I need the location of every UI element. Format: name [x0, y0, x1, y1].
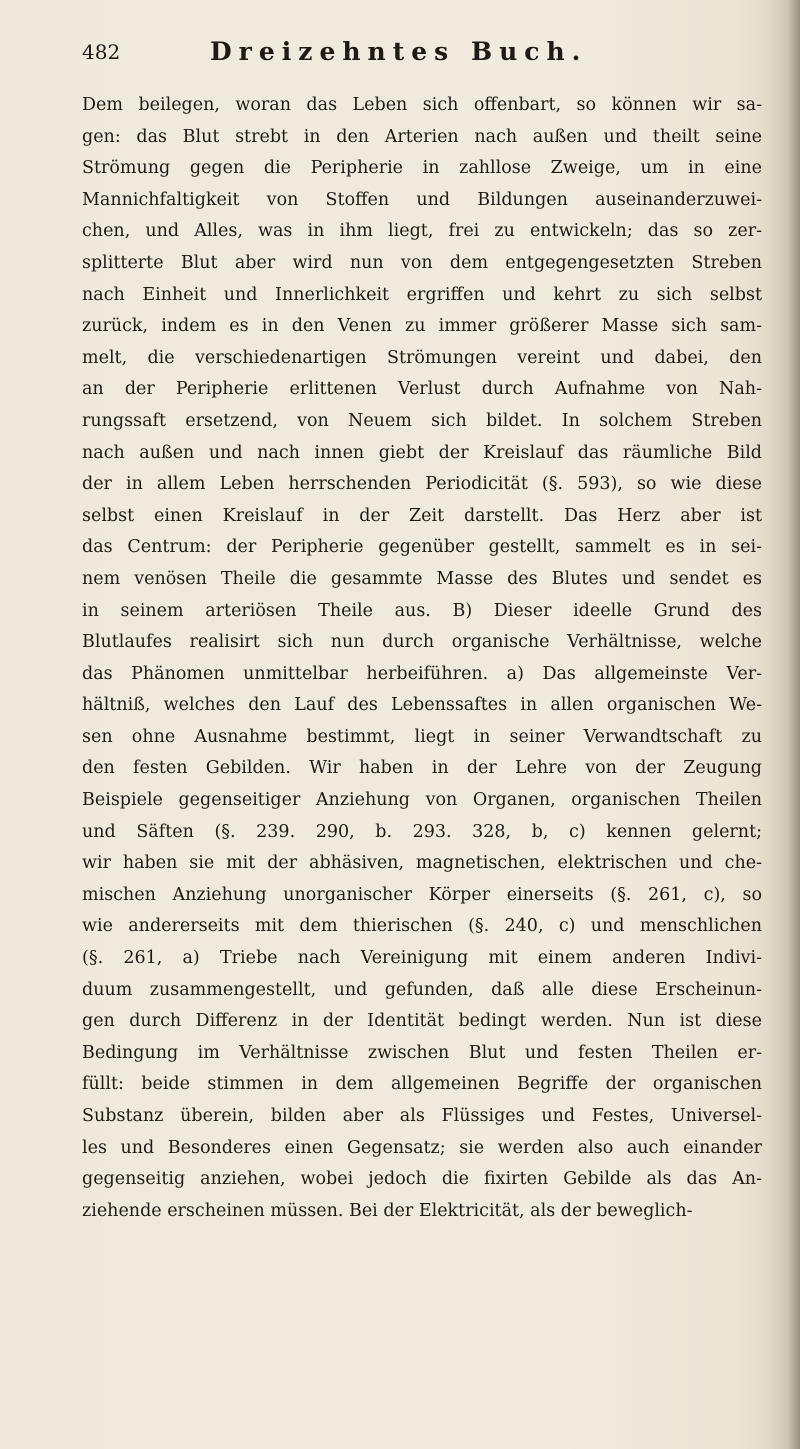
text-line: sen ohne Ausnahme bestimmt, liegt in seiner Verwandtschaft zu	[82, 726, 762, 747]
text-line: wie andererseits mit dem thierischen (§. 240, c) und menschlichen	[82, 916, 762, 937]
text-line: nach außen und nach innen giebt der Kreislauf das räumliche Bild	[82, 442, 762, 463]
text-line: Blutlaufes realisirt sich nun durch organische Verhältnisse, welche	[82, 632, 762, 653]
text-line: splitterte Blut aber wird nun von dem entgegengesetzten Streben	[82, 252, 762, 273]
body-text	[82, 90, 762, 1227]
text-line: zurück, indem es in den Venen zu immer größerer Masse sich sam-	[82, 316, 762, 337]
text-line: gen: das Blut strebt in den Arterien nach außen und theilt seine	[82, 126, 762, 147]
text-line: Mannichfaltigkeit von Stoffen und Bildungen auseinanderzuwei-	[82, 189, 762, 210]
text-line: selbst einen Kreislauf in der Zeit darstellt. Das Herz aber ist	[82, 505, 762, 526]
text-line: und Säften (§. 239. 290, b. 293. 328, b, c) kennen gelernt;	[82, 821, 762, 842]
text-line: melt, die verschiedenartigen Strömungen vereint und dabei, den	[82, 347, 762, 368]
text-line: der in allem Leben herrschenden Periodicität (§. 593), so wie diese	[82, 474, 762, 495]
text-line: Beispiele gegenseitiger Anziehung von Organen, organischen Theilen	[82, 790, 762, 811]
text-line: gen durch Differenz in der Identität bedingt werden. Nun ist diese	[82, 1011, 762, 1032]
text-line: duum zusammengestellt, und gefunden, daß alle diese Erscheinun-	[82, 979, 762, 1000]
text-line: das Centrum: der Peripherie gegenüber gestellt, sammelt es in sei-	[82, 537, 762, 558]
text-line: füllt: beide stimmen in dem allgemeinen Begriffe der organischen	[82, 1074, 762, 1095]
text-line: das Phänomen unmittelbar herbeiführen. a) Das allgemeinste Ver-	[82, 663, 762, 684]
text-line: les und Besonderes einen Gegensatz; sie werden also auch einander	[82, 1137, 762, 1158]
text-line: den festen Gebilden. Wir haben in der Lehre von der Zeugung	[82, 758, 762, 779]
text-line: hältniß, welches den Lauf des Lebenssaftes in allen organischen We-	[82, 695, 762, 716]
text-line: gegenseitig anziehen, wobei jedoch die fixirten Gebilde als das An-	[82, 1169, 762, 1190]
text-line: Substanz überein, bilden aber als Flüssiges und Festes, Universel-	[82, 1106, 762, 1126]
text-line: Dem beilegen, woran das Leben sich offenbart, so können wir sa-	[82, 95, 762, 115]
text-line: rungssaft ersetzend, von Neuem sich bildet. In solchem Streben	[82, 410, 762, 431]
text-line: (§. 261, a) Triebe nach Vereinigung mit einem anderen Indivi-	[82, 948, 762, 969]
text-line: mischen Anziehung unorganischer Körper einerseits (§. 261, c), so	[82, 884, 762, 905]
text-line: in seinem arteriösen Theile aus. B) Dieser ideelle Grund des	[82, 600, 762, 621]
text-line: Bedingung im Verhältnisse zwischen Blut und festen Theilen er-	[82, 1042, 762, 1063]
page-number: 482	[82, 40, 121, 64]
text-line: wir haben sie mit der abhäsiven, magnetischen, elektrischen und che-	[82, 853, 762, 874]
text-line: ziehende erscheinen müssen. Bei der Elektricität, als der beweglich-	[82, 1200, 693, 1221]
text-line: nach Einheit und Innerlichkeit ergriffen und kehrt zu sich selbst	[82, 284, 762, 305]
page-edge-shadow	[770, 0, 800, 1449]
text-line: chen, und Alles, was in ihm liegt, frei zu entwickeln; das so zer-	[82, 221, 762, 242]
chapter-heading: Dreizehntes Buch.	[210, 37, 588, 66]
text-line: nem venösen Theile die gesammte Masse des Blutes und sendet es	[82, 568, 762, 589]
text-line: Strömung gegen die Peripherie in zahllose Zweige, um in eine	[82, 158, 762, 179]
text-line: an der Peripherie erlittenen Verlust durch Aufnahme von Nah-	[82, 379, 762, 400]
